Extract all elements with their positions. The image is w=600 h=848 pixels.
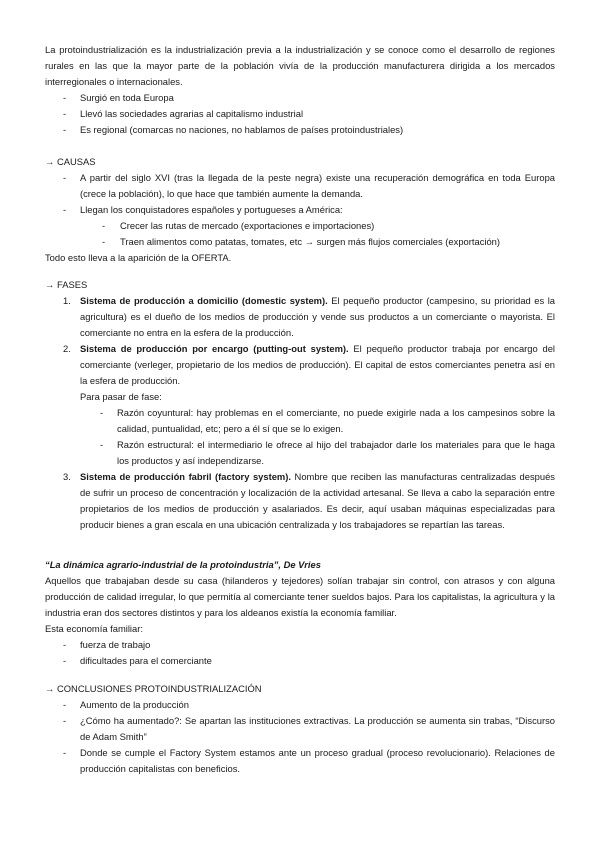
fases-section xyxy=(45,277,555,533)
conclusiones-heading: → CONCLUSIONES PROTOINDUSTRIALIZACIÓN xyxy=(45,683,262,694)
fases-list-cont xyxy=(45,469,555,533)
list-item: - ¿Cómo ha aumentado?: Se apartan las instituciones extractivas. La producción se aumenta sin trabas, “Discurso de Adam Smith” xyxy=(45,713,555,745)
list-item: - fuerza de trabajo xyxy=(45,637,555,653)
list-item: - Surgió en toda Europa xyxy=(45,90,555,106)
causas-list xyxy=(45,170,555,250)
fase-title: Sistema de producción a domicilio (domestic system). xyxy=(80,295,328,306)
intro-paragraph: La protoindustrialización es la industrialización previa a la industrialización y se conoce como el desarrollo de regiones rurales en las que la mayor parte de la población vivía de la producción manufacturera dirigida a los mercados interregionales o internacionales. xyxy=(45,44,555,87)
list-item: - Crecer las rutas de mercado (exportaciones e importaciones) xyxy=(45,218,555,234)
list-item: - dificultades para el comerciante xyxy=(45,653,555,669)
fase-text: El pequeño productor trabaja por encargo del comerciante (verleger, propietario de los medios de producción). El capital de estos comerciantes penetra así en la esfera de producción. xyxy=(80,343,555,386)
vries-title: “La dinámica agrario-industrial de la protoindustria”, De Vries xyxy=(45,559,321,570)
fase-item xyxy=(45,341,555,389)
fases-list xyxy=(45,293,555,389)
fase-title: Sistema de producción por encargo (putting-out system). xyxy=(80,343,349,354)
list-item: - Razón coyuntural: hay problemas en el comerciante, no puede exigirle nada a los campesinos sobre la calidad, puntualidad, etc; pero a él sí que se lo exigen. xyxy=(45,405,555,437)
intro-section xyxy=(45,42,555,138)
fase-number: 2. xyxy=(63,343,71,354)
conclusiones-list xyxy=(45,697,555,777)
fase-item xyxy=(45,293,555,341)
list-item: - Traen alimentos como patatas, tomates, etc → surgen más flujos comerciales (exportación) xyxy=(45,234,555,250)
conclusiones-section xyxy=(45,681,555,777)
transition-list xyxy=(45,405,555,469)
vries-section xyxy=(45,557,555,669)
causas-section xyxy=(45,154,555,266)
vries-label: Esta economía familiar: xyxy=(45,623,143,634)
fases-heading: → FASES xyxy=(45,279,88,290)
list-item: - Llevó las sociedades agrarias al capitalismo industrial xyxy=(45,106,555,122)
intro-list xyxy=(45,90,555,138)
fase-title: Sistema de producción fabril (factory system). xyxy=(80,471,291,482)
list-item: - Es regional (comarcas no naciones, no hablamos de países protoindustriales) xyxy=(45,122,555,138)
list-item: - A partir del siglo XVI (tras la llegada de la peste negra) existe una recuperación demográfica en toda Europa (crece la población), lo que hace que también aumente la demanda. xyxy=(45,170,555,202)
list-item: - Aumento de la producción xyxy=(45,697,555,713)
fase-text: El pequeño productor (campesino, su prioridad es la agricultura) es el dueño de los medios de producción y vende sus productos a un comerciante o mayorista. El comerciante no entra en la esfera de la producción. xyxy=(80,295,555,338)
list-item: - Donde se cumple el Factory System estamos ante un proceso gradual (proceso revolucionario). Relaciones de producción capitalistas con beneficios. xyxy=(45,745,555,777)
list-item: - Razón estructural: el intermediario le ofrece al hijo del trabajador darle los materiales para que le haga los productos y así independizarse. xyxy=(45,437,555,469)
fase-number: 1. xyxy=(63,295,71,306)
causas-heading: → CAUSAS xyxy=(45,156,96,167)
causas-closing: Todo esto lleva a la aparición de la OFERTA. xyxy=(45,252,232,263)
vries-list xyxy=(45,637,555,669)
transition-label: Para pasar de fase: xyxy=(80,391,162,402)
list-item: - Llegan los conquistadores españoles y portugueses a América: xyxy=(45,202,555,218)
vries-paragraph: Aquellos que trabajaban desde su casa (hilanderos y tejedores) solían trabajar sin control, con atrasos y con alguna producción de calidad irregular, lo que permitía al comerciante tener sueldos bajos. Para los capitalistas, la agricultura y la industria eran dos sectores distintos y para los aldeanos existía la economía familiar. xyxy=(45,575,555,618)
fase-number: 3. xyxy=(63,471,71,482)
fase-text: Nombre que reciben las manufacturas centralizadas después de sufrir un proceso de concentración y localización de la actividad artesanal. Se lleva a cabo la separación entre propietarios de los medios de producción y asalariados. Es decir, aquí usaban máquinas especializadas para producir bienes a gran escala en una ubicación centralizada y los trabajadores se repartían las tareas. xyxy=(80,471,555,530)
fase-item xyxy=(45,469,555,533)
